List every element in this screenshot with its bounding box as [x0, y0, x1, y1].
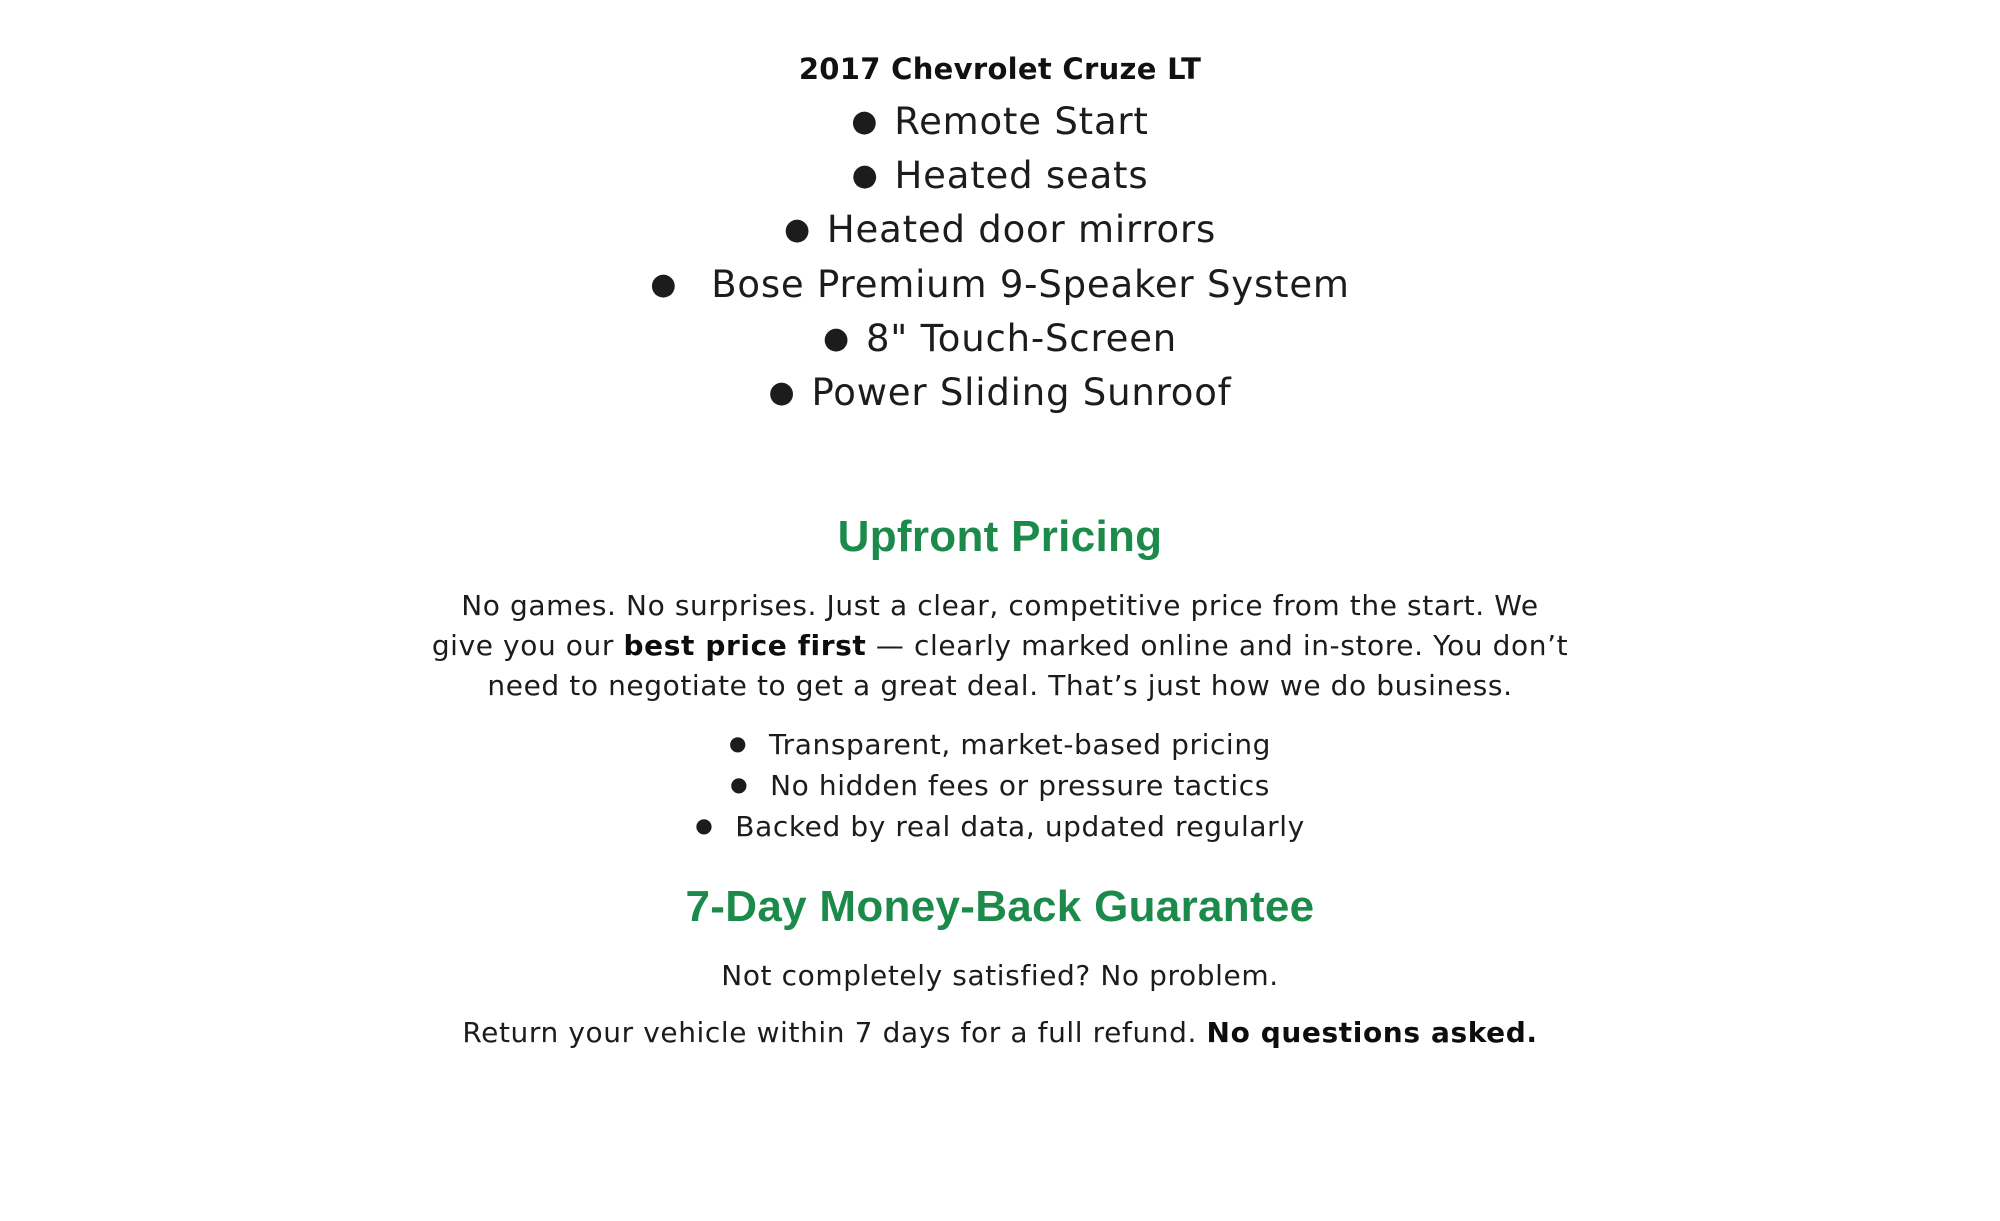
feature-item — [0, 317, 2000, 360]
feature-label: Heated door mirrors — [826, 208, 1217, 251]
pricing-paragraph-text: — clearly marked online and in-store. You don’t need to negotiate to get a great deal. That’s just how we do business. — [487, 629, 1569, 702]
feature-label: Power Sliding Sunroof — [811, 371, 1232, 414]
pricing-point — [0, 769, 2000, 802]
feature-item — [0, 208, 2000, 251]
pricing-point-label: Backed by real data, updated regularly — [735, 810, 1305, 843]
bullet-icon: ● — [851, 158, 879, 193]
feature-label: Bose Premium 9-Speaker System — [711, 263, 1350, 306]
bullet-icon: ● — [728, 731, 748, 755]
guarantee-line: Not completely satisfied? No problem. — [721, 959, 1279, 992]
pricing-point-label: Transparent, market-based pricing — [769, 728, 1272, 761]
guarantee-line-text: Return your vehicle within 7 days for a full refund. — [462, 1016, 1207, 1049]
bullet-icon: ● — [650, 267, 678, 302]
bullet-icon: ● — [851, 104, 879, 139]
feature-label: Remote Start — [894, 100, 1149, 143]
upfront-pricing-heading: Upfront Pricing — [837, 512, 1163, 561]
feature-item — [0, 263, 2000, 306]
pricing-point — [0, 728, 2000, 761]
feature-item — [0, 100, 2000, 143]
bullet-icon: ● — [768, 375, 796, 410]
feature-item — [0, 154, 2000, 197]
guarantee-line-bold: No questions asked. — [1206, 1016, 1538, 1049]
guarantee-heading: 7-Day Money-Back Guarantee — [685, 882, 1315, 931]
guarantee-line — [0, 1016, 2000, 1049]
bullet-icon: ● — [695, 813, 714, 837]
pricing-point-label: No hidden fees or pressure tactics — [770, 769, 1270, 802]
feature-label: Heated seats — [894, 154, 1149, 197]
bullet-icon: ● — [783, 212, 811, 247]
pricing-point — [0, 810, 2000, 843]
pricing-paragraph-text: No games. No surprises. Just a clear, competitive price from the start. We give you our — [431, 589, 1539, 662]
vehicle-title: 2017 Chevrolet Cruze LT — [798, 52, 1202, 86]
feature-label: 8" Touch-Screen — [865, 317, 1178, 360]
bullet-icon: ● — [822, 321, 850, 356]
bullet-icon: ● — [730, 772, 749, 796]
pricing-paragraph — [430, 586, 1570, 706]
pricing-paragraph-bold: best price first — [623, 629, 867, 662]
feature-item — [0, 371, 2000, 414]
